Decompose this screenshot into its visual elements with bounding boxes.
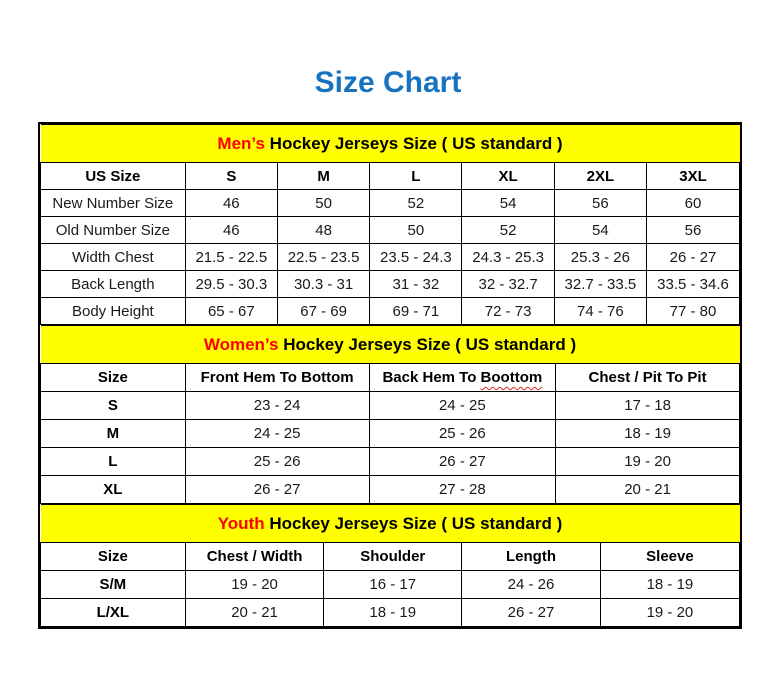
size-value: 72 - 73 [462,298,554,325]
size-value: 27 - 28 [369,476,556,504]
size-value: 25 - 26 [369,420,556,448]
column-header: L [370,163,462,190]
column-header: XL [462,163,554,190]
column-header: US Size [41,163,186,190]
size-value: 20 - 21 [185,599,324,627]
size-value: 30.3 - 31 [277,271,369,298]
size-value: 69 - 71 [370,298,462,325]
row-label: New Number Size [41,190,186,217]
row-label: Width Chest [41,244,186,271]
size-value: 29.5 - 30.3 [185,271,277,298]
column-header: Size [41,364,186,392]
size-value: 23.5 - 24.3 [370,244,462,271]
youth-section-band [41,505,740,543]
column-header: Length [462,543,601,571]
table-row [41,217,740,244]
size-value: 20 - 21 [556,476,740,504]
size-value: 21.5 - 22.5 [185,244,277,271]
mens-section-title [41,125,740,163]
table-row [41,476,740,504]
row-label: S [41,392,186,420]
size-value: 19 - 20 [600,599,739,627]
row-label: L [41,448,186,476]
size-value: 50 [370,217,462,244]
size-value: 65 - 67 [185,298,277,325]
mens-title-rest: Hockey Jerseys Size ( US standard ) [264,133,563,153]
size-value: 26 - 27 [369,448,556,476]
size-value: 19 - 20 [556,448,740,476]
column-header: S [185,163,277,190]
mens-size-table [40,124,740,325]
size-value: 26 - 27 [647,244,740,271]
youth-section-title [41,505,740,543]
table-row [41,298,740,325]
size-value: 18 - 19 [600,571,739,599]
womens-section-band [41,326,740,364]
column-header: Size [41,543,186,571]
size-value: 33.5 - 34.6 [647,271,740,298]
size-value: 19 - 20 [185,571,324,599]
column-header: 2XL [554,163,646,190]
womens-section-title [41,326,740,364]
mens-header-row [41,163,740,190]
column-header: 3XL [647,163,740,190]
size-value: 24 - 25 [185,420,369,448]
size-value: 25.3 - 26 [554,244,646,271]
womens-size-table [40,325,740,504]
size-value: 56 [647,217,740,244]
size-value: 54 [554,217,646,244]
table-row [41,244,740,271]
youth-title-rest: Hockey Jerseys Size ( US standard ) [264,513,563,533]
size-value: 24 - 25 [369,392,556,420]
size-value: 24 - 26 [462,571,601,599]
table-row [41,571,740,599]
womens-header-row [41,364,740,392]
size-value: 54 [462,190,554,217]
womens-title-highlight: Women’s [203,334,279,354]
size-value: 60 [647,190,740,217]
column-header: M [277,163,369,190]
size-value: 26 - 27 [185,476,369,504]
size-value: 23 - 24 [185,392,369,420]
mens-title-highlight: Men’s [217,133,265,153]
size-value: 46 [185,217,277,244]
row-label: L/XL [41,599,186,627]
row-label: XL [41,476,186,504]
misspelled-word: Boottom [480,369,543,386]
size-value: 18 - 19 [556,420,740,448]
column-header-misspelled [369,364,556,392]
size-value: 74 - 76 [554,298,646,325]
table-row [41,190,740,217]
row-label: M [41,420,186,448]
column-header: Shoulder [324,543,462,571]
column-header: Chest / Pit To Pit [556,364,740,392]
size-value: 25 - 26 [185,448,369,476]
row-label: Old Number Size [41,217,186,244]
mens-section-band [41,125,740,163]
table-row [41,599,740,627]
size-value: 16 - 17 [324,571,462,599]
womens-title-rest: Hockey Jerseys Size ( US standard ) [278,334,577,354]
size-value: 17 - 18 [556,392,740,420]
size-chart-frame [38,122,742,629]
size-value: 22.5 - 23.5 [277,244,369,271]
size-value: 46 [185,190,277,217]
column-header: Sleeve [600,543,739,571]
size-value: 48 [277,217,369,244]
size-value: 26 - 27 [462,599,601,627]
size-value: 50 [277,190,369,217]
page-title: Size Chart [314,66,462,99]
size-value: 67 - 69 [277,298,369,325]
size-value: 18 - 19 [324,599,462,627]
table-row [41,271,740,298]
size-value: 52 [462,217,554,244]
size-value: 24.3 - 25.3 [462,244,554,271]
row-label: Body Height [41,298,186,325]
size-value: 32 - 32.7 [462,271,554,298]
size-value: 52 [370,190,462,217]
row-label: S/M [41,571,186,599]
table-row [41,420,740,448]
table-row [41,392,740,420]
misspelled-prefix: Back Hem To [382,369,481,386]
size-value: 56 [554,190,646,217]
column-header: Chest / Width [185,543,324,571]
size-value: 77 - 80 [647,298,740,325]
size-value: 31 - 32 [370,271,462,298]
column-header: Front Hem To Bottom [185,364,369,392]
row-label: Back Length [41,271,186,298]
youth-header-row [41,543,740,571]
youth-size-table [40,504,740,627]
table-row [41,448,740,476]
youth-title-highlight: Youth [217,513,265,533]
size-value: 32.7 - 33.5 [554,271,646,298]
